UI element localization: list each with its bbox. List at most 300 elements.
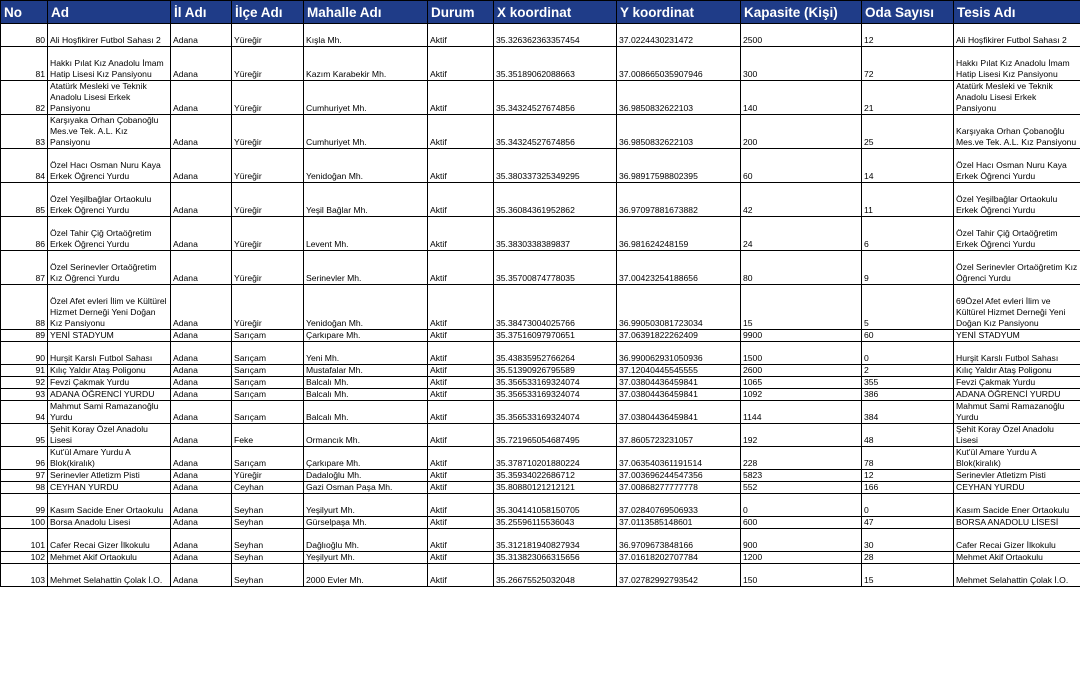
cell-y-koordinat: 36.981624248159 <box>617 217 741 251</box>
cell-no: 100 <box>1 517 48 529</box>
cell-il: Adana <box>171 217 232 251</box>
cell-il: Adana <box>171 517 232 529</box>
cell-no: 90 <box>1 342 48 365</box>
cell-il: Adana <box>171 552 232 564</box>
cell-no: 84 <box>1 149 48 183</box>
table-row <box>1 447 1080 470</box>
cell-kapasite: 0 <box>741 494 862 517</box>
cell-tesis-adi: Serinevler Atletizm Pisti <box>954 470 1080 482</box>
cell-tesis-adi: Ali Hoşfikirer Futbol Sahası 2 <box>954 24 1080 47</box>
cell-y-koordinat: 37.008665035907946 <box>617 47 741 81</box>
cell-kapasite: 200 <box>741 115 862 149</box>
cell-tesis-adi: Karşıyaka Orhan Çobanoğlu Mes.ve Tek. A.L. Kız Pansiyonu <box>954 115 1080 149</box>
cell-durum: Aktif <box>428 24 494 47</box>
cell-ilce: Sarıçam <box>232 389 304 401</box>
cell-no: 88 <box>1 285 48 330</box>
cell-y-koordinat: 36.9850832622103 <box>617 115 741 149</box>
cell-il: Adana <box>171 183 232 217</box>
cell-ilce: Ceyhan <box>232 482 304 494</box>
table-row <box>1 115 1080 149</box>
cell-mahalle: Çarkıpare Mh. <box>304 447 428 470</box>
cell-ad: Özel Yeşilbağlar Ortaokulu Erkek Öğrenci Yurdu <box>48 183 171 217</box>
cell-kapasite: 552 <box>741 482 862 494</box>
cell-durum: Aktif <box>428 81 494 115</box>
cell-durum: Aktif <box>428 482 494 494</box>
cell-oda-sayisi: 5 <box>862 285 954 330</box>
cell-mahalle: Kışla Mh. <box>304 24 428 47</box>
cell-kapasite: 150 <box>741 564 862 587</box>
cell-durum: Aktif <box>428 529 494 552</box>
cell-tesis-adi: Kasım Sacide Ener Ortaokulu <box>954 494 1080 517</box>
header-row <box>1 1 1080 24</box>
cell-no: 94 <box>1 401 48 424</box>
cell-oda-sayisi: 47 <box>862 517 954 529</box>
cell-no: 101 <box>1 529 48 552</box>
cell-oda-sayisi: 9 <box>862 251 954 285</box>
cell-ad: Özel Tahir Çiğ Ortaöğretim Erkek Öğrenci Yurdu <box>48 217 171 251</box>
cell-oda-sayisi: 72 <box>862 47 954 81</box>
cell-oda-sayisi: 355 <box>862 377 954 389</box>
cell-ad: Hurşit Karslı Futbol Sahası <box>48 342 171 365</box>
cell-no: 85 <box>1 183 48 217</box>
cell-durum: Aktif <box>428 470 494 482</box>
cell-x-koordinat: 35.25596115536043 <box>494 517 617 529</box>
cell-mahalle: Yeni Mh. <box>304 342 428 365</box>
cell-ilce: Yüreğir <box>232 149 304 183</box>
header-il: İl Adı <box>171 1 232 24</box>
table-row <box>1 494 1080 517</box>
cell-mahalle: Dadaloğlu Mh. <box>304 470 428 482</box>
cell-tesis-adi: Hurşit Karslı Futbol Sahası <box>954 342 1080 365</box>
table-row <box>1 285 1080 330</box>
cell-durum: Aktif <box>428 377 494 389</box>
cell-ilce: Sarıçam <box>232 330 304 342</box>
cell-x-koordinat: 35.43835952766264 <box>494 342 617 365</box>
cell-ilce: Yüreğir <box>232 470 304 482</box>
cell-ad: CEYHAN YURDU <box>48 482 171 494</box>
cell-ad: Atatürk Mesleki ve Teknik Anadolu Lisesi Erkek Pansiyonu <box>48 81 171 115</box>
cell-x-koordinat: 35.35700874778035 <box>494 251 617 285</box>
cell-ad: Serinevler Atletizm Pisti <box>48 470 171 482</box>
cell-kapasite: 2500 <box>741 24 862 47</box>
cell-durum: Aktif <box>428 183 494 217</box>
cell-mahalle: Yeşil Bağlar Mh. <box>304 183 428 217</box>
cell-ad: Hakkı Pılat Kız Anadolu İmam Hatip Lisesi Kız Pansiyonu <box>48 47 171 81</box>
table-row <box>1 365 1080 377</box>
cell-durum: Aktif <box>428 401 494 424</box>
header-durum: Durum <box>428 1 494 24</box>
table-row <box>1 330 1080 342</box>
cell-mahalle: Cumhuriyet Mh. <box>304 81 428 115</box>
cell-mahalle: Dağlıoğlu Mh. <box>304 529 428 552</box>
cell-kapasite: 900 <box>741 529 862 552</box>
cell-il: Adana <box>171 24 232 47</box>
cell-tesis-adi: YENİ STADYUM <box>954 330 1080 342</box>
cell-ilce: Yüreğir <box>232 115 304 149</box>
cell-y-koordinat: 37.00868277777778 <box>617 482 741 494</box>
cell-x-koordinat: 35.35934022686712 <box>494 470 617 482</box>
cell-x-koordinat: 35.38473004025766 <box>494 285 617 330</box>
cell-x-koordinat: 35.26675525032048 <box>494 564 617 587</box>
cell-x-koordinat: 35.380337325349295 <box>494 149 617 183</box>
cell-durum: Aktif <box>428 447 494 470</box>
cell-mahalle: Balcalı Mh. <box>304 401 428 424</box>
cell-ad: Mehmet Selahattin Çolak İ.O. <box>48 564 171 587</box>
cell-y-koordinat: 36.990503081723034 <box>617 285 741 330</box>
cell-kapasite: 24 <box>741 217 862 251</box>
cell-no: 102 <box>1 552 48 564</box>
cell-mahalle: Yenidoğan Mh. <box>304 285 428 330</box>
cell-ad: Kut'ül Amare Yurdu A Blok(kiralık) <box>48 447 171 470</box>
cell-tesis-adi: Özel Yeşilbağlar Ortaokulu Erkek Öğrenci Yurdu <box>954 183 1080 217</box>
cell-mahalle: Çarkıpare Mh. <box>304 330 428 342</box>
table-row <box>1 529 1080 552</box>
cell-kapasite: 600 <box>741 517 862 529</box>
cell-ad: Ali Hoşfikirer Futbol Sahası 2 <box>48 24 171 47</box>
cell-y-koordinat: 37.01618202707784 <box>617 552 741 564</box>
cell-no: 96 <box>1 447 48 470</box>
cell-tesis-adi: Hakkı Pılat Kız Anadolu İmam Hatip Lisesi Kız Pansiyonu <box>954 47 1080 81</box>
cell-il: Adana <box>171 149 232 183</box>
table-row <box>1 389 1080 401</box>
cell-no: 89 <box>1 330 48 342</box>
cell-kapasite: 228 <box>741 447 862 470</box>
cell-oda-sayisi: 386 <box>862 389 954 401</box>
table-row <box>1 564 1080 587</box>
cell-il: Adana <box>171 115 232 149</box>
table-row <box>1 470 1080 482</box>
cell-x-koordinat: 35.356533169324074 <box>494 389 617 401</box>
cell-kapasite: 1144 <box>741 401 862 424</box>
table-row <box>1 424 1080 447</box>
cell-kapasite: 2600 <box>741 365 862 377</box>
cell-y-koordinat: 37.03804436459841 <box>617 389 741 401</box>
cell-x-koordinat: 35.356533169324074 <box>494 401 617 424</box>
cell-x-koordinat: 35.378710201880224 <box>494 447 617 470</box>
cell-kapasite: 5823 <box>741 470 862 482</box>
cell-il: Adana <box>171 365 232 377</box>
cell-il: Adana <box>171 285 232 330</box>
cell-durum: Aktif <box>428 494 494 517</box>
cell-kapasite: 15 <box>741 285 862 330</box>
cell-ad: Karşıyaka Orhan Çobanoğlu Mes.ve Tek. A.L. Kız Pansiyonu <box>48 115 171 149</box>
cell-x-koordinat: 35.304141058150705 <box>494 494 617 517</box>
cell-oda-sayisi: 6 <box>862 217 954 251</box>
header-tesis-adi: Tesis Adı <box>954 1 1080 24</box>
cell-ilce: Yüreğir <box>232 24 304 47</box>
cell-oda-sayisi: 12 <box>862 470 954 482</box>
cell-oda-sayisi: 28 <box>862 552 954 564</box>
cell-x-koordinat: 35.36084361952862 <box>494 183 617 217</box>
cell-x-koordinat: 35.34324527674856 <box>494 115 617 149</box>
cell-ilce: Feke <box>232 424 304 447</box>
header-x-koordinat: X koordinat <box>494 1 617 24</box>
table-row <box>1 552 1080 564</box>
cell-no: 83 <box>1 115 48 149</box>
cell-il: Adana <box>171 251 232 285</box>
cell-oda-sayisi: 48 <box>862 424 954 447</box>
header-no: No <box>1 1 48 24</box>
cell-x-koordinat: 35.51390926795589 <box>494 365 617 377</box>
cell-x-koordinat: 35.326362363357454 <box>494 24 617 47</box>
header-y-koordinat: Y koordinat <box>617 1 741 24</box>
cell-x-koordinat: 35.3830338389837 <box>494 217 617 251</box>
cell-x-koordinat: 35.721965054687495 <box>494 424 617 447</box>
cell-ad: Fevzi Çakmak Yurdu <box>48 377 171 389</box>
cell-oda-sayisi: 11 <box>862 183 954 217</box>
cell-no: 99 <box>1 494 48 517</box>
cell-no: 103 <box>1 564 48 587</box>
cell-tesis-adi: Özel Serinevler Ortaöğretim Kız Öğrenci Yurdu <box>954 251 1080 285</box>
cell-oda-sayisi: 14 <box>862 149 954 183</box>
cell-x-koordinat: 35.37516097970651 <box>494 330 617 342</box>
cell-ilce: Sarıçam <box>232 447 304 470</box>
cell-tesis-adi: Mehmet Akif Ortaokulu <box>954 552 1080 564</box>
cell-ilce: Sarıçam <box>232 377 304 389</box>
cell-durum: Aktif <box>428 330 494 342</box>
cell-ilce: Seyhan <box>232 517 304 529</box>
cell-x-koordinat: 35.34324527674856 <box>494 81 617 115</box>
cell-no: 95 <box>1 424 48 447</box>
cell-y-koordinat: 37.063540361191514 <box>617 447 741 470</box>
cell-kapasite: 60 <box>741 149 862 183</box>
cell-mahalle: Ormancık Mh. <box>304 424 428 447</box>
cell-ad: Mahmut Sami Ramazanoğlu Yurdu <box>48 401 171 424</box>
cell-y-koordinat: 36.97097881673882 <box>617 183 741 217</box>
cell-durum: Aktif <box>428 389 494 401</box>
cell-tesis-adi: Mehmet Selahattin Çolak İ.O. <box>954 564 1080 587</box>
cell-oda-sayisi: 21 <box>862 81 954 115</box>
cell-durum: Aktif <box>428 365 494 377</box>
cell-ad: Özel Afet evleri İlim ve Kültürel Hizmet Derneği Yeni Doğan Kız Pansiyonu <box>48 285 171 330</box>
cell-il: Adana <box>171 330 232 342</box>
cell-durum: Aktif <box>428 47 494 81</box>
cell-kapasite: 42 <box>741 183 862 217</box>
table-row <box>1 217 1080 251</box>
cell-kapasite: 140 <box>741 81 862 115</box>
cell-no: 91 <box>1 365 48 377</box>
cell-y-koordinat: 37.12040445545555 <box>617 365 741 377</box>
cell-oda-sayisi: 15 <box>862 564 954 587</box>
cell-ilce: Seyhan <box>232 564 304 587</box>
cell-y-koordinat: 36.9850832622103 <box>617 81 741 115</box>
cell-no: 98 <box>1 482 48 494</box>
cell-ilce: Sarıçam <box>232 401 304 424</box>
header-ilce: İlçe Adı <box>232 1 304 24</box>
cell-il: Adana <box>171 564 232 587</box>
cell-ilce: Yüreğir <box>232 251 304 285</box>
cell-tesis-adi: Özel Hacı Osman Nuru Kaya Erkek Öğrenci Yurdu <box>954 149 1080 183</box>
cell-oda-sayisi: 60 <box>862 330 954 342</box>
cell-tesis-adi: BORSA ANADOLU LİSESİ <box>954 517 1080 529</box>
cell-kapasite: 9900 <box>741 330 862 342</box>
table-row <box>1 517 1080 529</box>
cell-y-koordinat: 37.0113585148601 <box>617 517 741 529</box>
cell-x-koordinat: 35.356533169324074 <box>494 377 617 389</box>
cell-ad: Özel Hacı Osman Nuru Kaya Erkek Öğrenci Yurdu <box>48 149 171 183</box>
cell-ad: ADANA ÖĞRENCİ YURDU <box>48 389 171 401</box>
cell-durum: Aktif <box>428 217 494 251</box>
header-ad: Ad <box>48 1 171 24</box>
cell-ilce: Seyhan <box>232 494 304 517</box>
cell-ad: Mehmet Akif Ortaokulu <box>48 552 171 564</box>
cell-mahalle: Balcalı Mh. <box>304 389 428 401</box>
cell-no: 81 <box>1 47 48 81</box>
cell-oda-sayisi: 78 <box>862 447 954 470</box>
cell-durum: Aktif <box>428 149 494 183</box>
cell-ilce: Yüreğir <box>232 81 304 115</box>
cell-il: Adana <box>171 424 232 447</box>
table-row <box>1 482 1080 494</box>
cell-mahalle: Kazım Karabekir Mh. <box>304 47 428 81</box>
cell-ad: Borsa Anadolu Lisesi <box>48 517 171 529</box>
cell-oda-sayisi: 25 <box>862 115 954 149</box>
cell-tesis-adi: Özel Tahir Çiğ Ortaöğretim Erkek Öğrenci Yurdu <box>954 217 1080 251</box>
cell-x-koordinat: 35.80880121212121 <box>494 482 617 494</box>
cell-il: Adana <box>171 81 232 115</box>
cell-tesis-adi: Şehit Koray Özel Anadolu Lisesi <box>954 424 1080 447</box>
cell-y-koordinat: 37.00423254188656 <box>617 251 741 285</box>
cell-no: 82 <box>1 81 48 115</box>
cell-mahalle: Yenidoğan Mh. <box>304 149 428 183</box>
table-row <box>1 251 1080 285</box>
cell-mahalle: 2000 Evler Mh. <box>304 564 428 587</box>
cell-tesis-adi: CEYHAN YURDU <box>954 482 1080 494</box>
header-oda-sayisi: Oda Sayısı <box>862 1 954 24</box>
cell-ilce: Sarıçam <box>232 365 304 377</box>
cell-tesis-adi: Mahmut Sami Ramazanoğlu Yurdu <box>954 401 1080 424</box>
cell-y-koordinat: 37.03804436459841 <box>617 377 741 389</box>
cell-x-koordinat: 35.312181940827934 <box>494 529 617 552</box>
cell-y-koordinat: 37.003696244547356 <box>617 470 741 482</box>
cell-mahalle: Cumhuriyet Mh. <box>304 115 428 149</box>
cell-y-koordinat: 37.02782992793542 <box>617 564 741 587</box>
cell-y-koordinat: 37.0224430231472 <box>617 24 741 47</box>
cell-x-koordinat: 35.313823066315656 <box>494 552 617 564</box>
cell-ilce: Yüreğir <box>232 285 304 330</box>
cell-ilce: Yüreğir <box>232 47 304 81</box>
cell-mahalle: Serinevler Mh. <box>304 251 428 285</box>
cell-durum: Aktif <box>428 552 494 564</box>
cell-mahalle: Gürselpaşa Mh. <box>304 517 428 529</box>
cell-x-koordinat: 35.35189062088663 <box>494 47 617 81</box>
cell-tesis-adi: Atatürk Mesleki ve Teknik Anadolu Lisesi Erkek Pansiyonu <box>954 81 1080 115</box>
cell-mahalle: Levent Mh. <box>304 217 428 251</box>
cell-y-koordinat: 36.990062931050936 <box>617 342 741 365</box>
cell-ilce: Sarıçam <box>232 342 304 365</box>
cell-y-koordinat: 37.03804436459841 <box>617 401 741 424</box>
cell-durum: Aktif <box>428 517 494 529</box>
table-row <box>1 342 1080 365</box>
cell-il: Adana <box>171 494 232 517</box>
cell-ilce: Yüreğir <box>232 217 304 251</box>
cell-oda-sayisi: 12 <box>862 24 954 47</box>
cell-mahalle: Balcalı Mh. <box>304 377 428 389</box>
cell-il: Adana <box>171 401 232 424</box>
table-row <box>1 81 1080 115</box>
cell-il: Adana <box>171 529 232 552</box>
cell-tesis-adi: ADANA ÖĞRENCİ YURDU <box>954 389 1080 401</box>
cell-tesis-adi: 69Özel Afet evleri İlim ve Kültürel Hizmet Derneği Yeni Doğan Kız Pansiyonu <box>954 285 1080 330</box>
cell-durum: Aktif <box>428 285 494 330</box>
cell-ad: Özel Serinevler Ortaöğretim Kız Öğrenci Yurdu <box>48 251 171 285</box>
cell-ad: Cafer Recai Gizer İlkokulu <box>48 529 171 552</box>
cell-y-koordinat: 37.06391822262409 <box>617 330 741 342</box>
cell-kapasite: 80 <box>741 251 862 285</box>
cell-oda-sayisi: 2 <box>862 365 954 377</box>
cell-tesis-adi: Fevzi Çakmak Yurdu <box>954 377 1080 389</box>
cell-kapasite: 1092 <box>741 389 862 401</box>
cell-tesis-adi: Kut'ül Amare Yurdu A Blok(kiralık) <box>954 447 1080 470</box>
cell-no: 97 <box>1 470 48 482</box>
cell-y-koordinat: 36.98917598802395 <box>617 149 741 183</box>
table-row <box>1 149 1080 183</box>
cell-mahalle: Yeşilyurt Mh. <box>304 494 428 517</box>
cell-kapasite: 1200 <box>741 552 862 564</box>
cell-oda-sayisi: 0 <box>862 494 954 517</box>
cell-y-koordinat: 36.9709673848166 <box>617 529 741 552</box>
cell-ad: YENİ STADYUM <box>48 330 171 342</box>
cell-kapasite: 300 <box>741 47 862 81</box>
cell-ilce: Seyhan <box>232 529 304 552</box>
cell-oda-sayisi: 0 <box>862 342 954 365</box>
cell-mahalle: Mustafalar Mh. <box>304 365 428 377</box>
cell-durum: Aktif <box>428 342 494 365</box>
cell-durum: Aktif <box>428 251 494 285</box>
header-mahalle: Mahalle Adı <box>304 1 428 24</box>
cell-tesis-adi: Kılıç Yaldır Ataş Poligonu <box>954 365 1080 377</box>
cell-mahalle: Yeşilyurt Mh. <box>304 552 428 564</box>
cell-tesis-adi: Cafer Recai Gizer İlkokulu <box>954 529 1080 552</box>
cell-durum: Aktif <box>428 115 494 149</box>
cell-kapasite: 1500 <box>741 342 862 365</box>
cell-ilce: Seyhan <box>232 552 304 564</box>
cell-ad: Kılıç Yaldır Ataş Poligonu <box>48 365 171 377</box>
cell-y-koordinat: 37.8605723231057 <box>617 424 741 447</box>
table-row <box>1 401 1080 424</box>
cell-no: 87 <box>1 251 48 285</box>
cell-il: Adana <box>171 482 232 494</box>
cell-y-koordinat: 37.02840769506933 <box>617 494 741 517</box>
cell-durum: Aktif <box>428 564 494 587</box>
cell-no: 80 <box>1 24 48 47</box>
cell-il: Adana <box>171 377 232 389</box>
cell-il: Adana <box>171 389 232 401</box>
cell-mahalle: Gazi Osman Paşa Mh. <box>304 482 428 494</box>
cell-no: 93 <box>1 389 48 401</box>
cell-oda-sayisi: 166 <box>862 482 954 494</box>
cell-kapasite: 1065 <box>741 377 862 389</box>
cell-durum: Aktif <box>428 424 494 447</box>
cell-ad: Kasım Sacide Ener Ortaokulu <box>48 494 171 517</box>
cell-oda-sayisi: 384 <box>862 401 954 424</box>
cell-il: Adana <box>171 447 232 470</box>
cell-ilce: Yüreğir <box>232 183 304 217</box>
cell-il: Adana <box>171 47 232 81</box>
cell-no: 86 <box>1 217 48 251</box>
table-row <box>1 377 1080 389</box>
cell-no: 92 <box>1 377 48 389</box>
cell-kapasite: 192 <box>741 424 862 447</box>
cell-oda-sayisi: 30 <box>862 529 954 552</box>
header-kapasite: Kapasite (Kişi) <box>741 1 862 24</box>
cell-il: Adana <box>171 342 232 365</box>
table-row <box>1 47 1080 81</box>
table-row <box>1 24 1080 47</box>
cell-il: Adana <box>171 470 232 482</box>
cell-ad: Şehit Koray Özel Anadolu Lisesi <box>48 424 171 447</box>
table-row <box>1 183 1080 217</box>
